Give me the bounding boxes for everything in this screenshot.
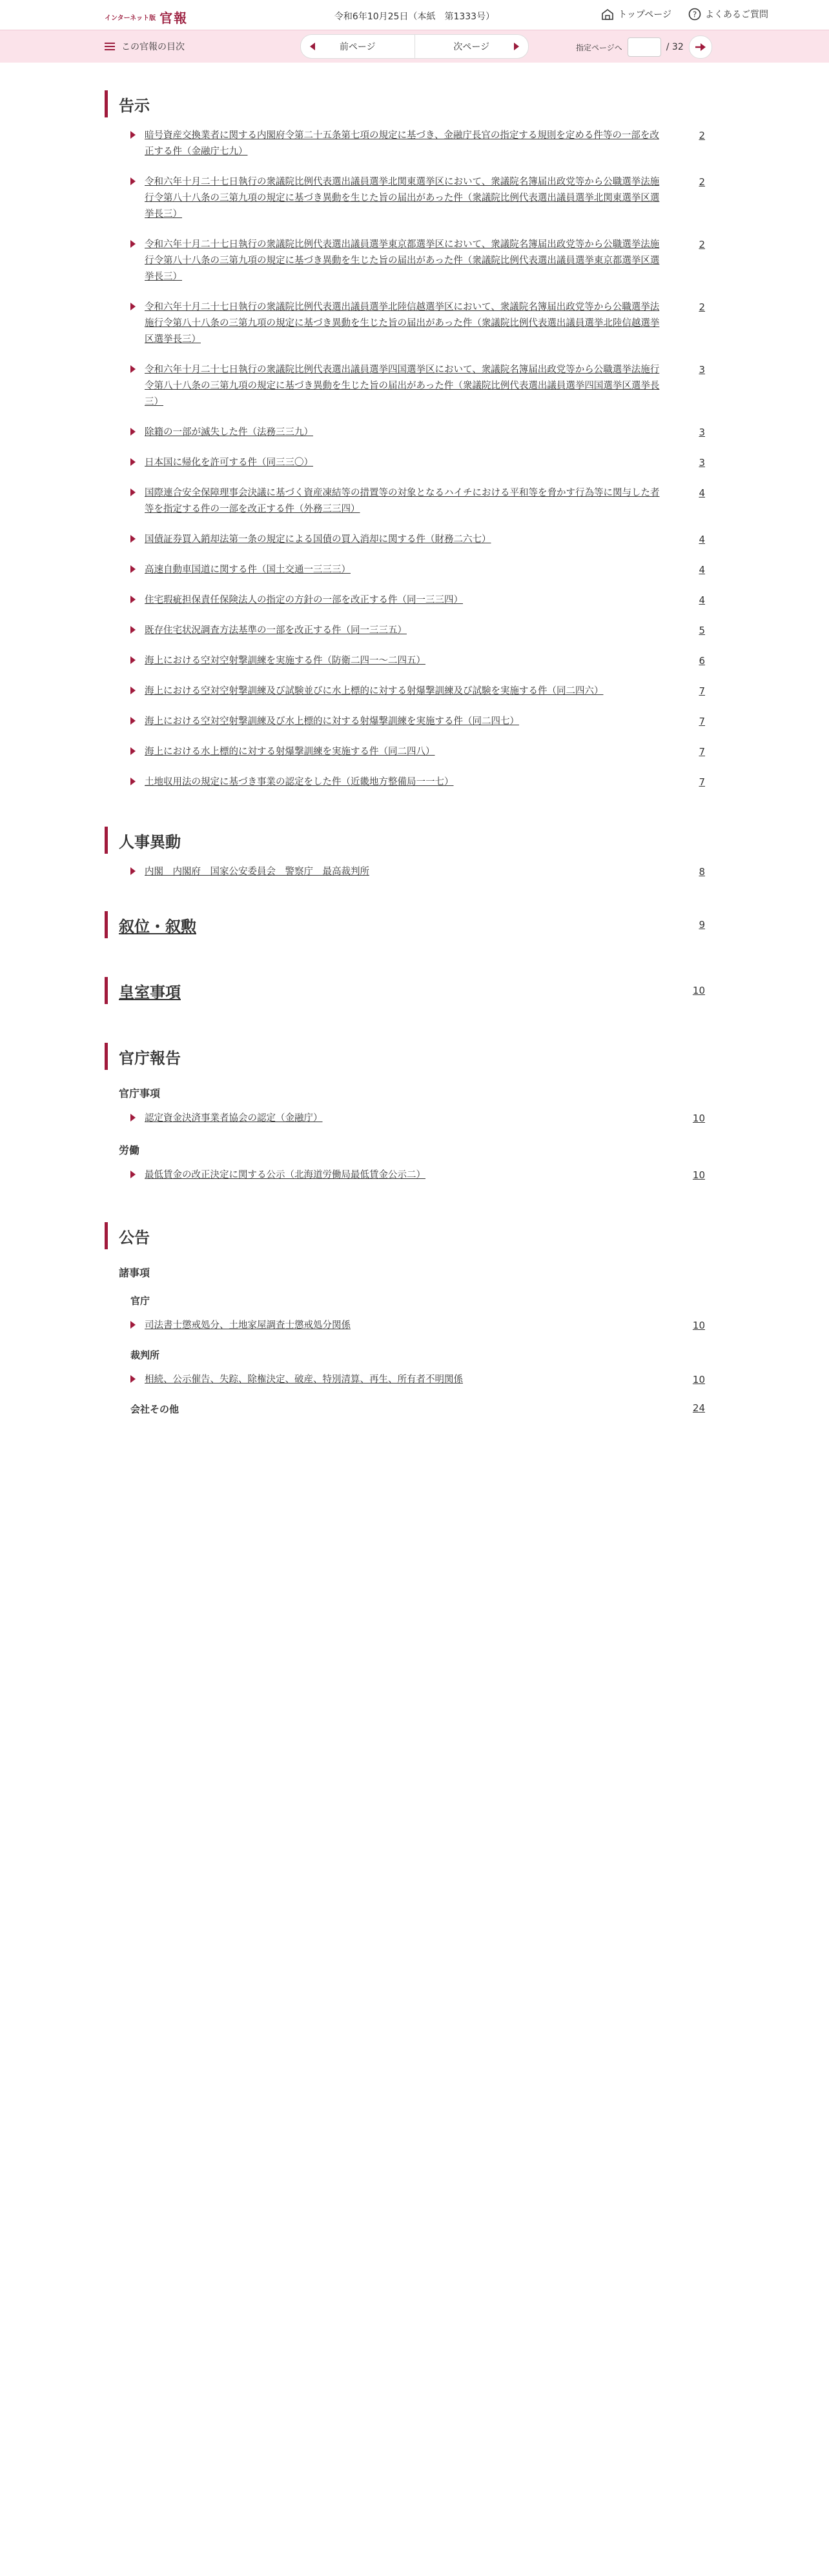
group-title-text: 裁判所 xyxy=(130,1349,160,1361)
page-link[interactable]: 9 xyxy=(699,919,705,931)
arrow-right-icon xyxy=(130,365,136,373)
page-link[interactable]: 2 xyxy=(699,239,705,250)
list-item xyxy=(105,455,705,471)
page-link[interactable]: 10 xyxy=(692,985,705,996)
section-title: 官庁報告 xyxy=(119,1049,181,1067)
page-total: / 32 xyxy=(666,42,684,52)
list-item xyxy=(105,744,705,760)
arrow-right-icon xyxy=(130,867,136,875)
page-link[interactable]: 10 xyxy=(692,1169,705,1181)
arrow-right-icon xyxy=(130,303,136,310)
page-link[interactable]: 3 xyxy=(699,364,705,376)
toc-content xyxy=(105,62,705,1416)
list-item xyxy=(105,1111,705,1127)
item-link[interactable]: 暗号資産交換業者に関する内閣府令第二十五条第七項の規定に基づき、金融庁長官の指定する規則を定める件等の一部を改正する件（金融庁七九） xyxy=(145,130,659,157)
go-page-button[interactable] xyxy=(689,35,712,59)
section-title-link[interactable]: 皇室事項 xyxy=(119,983,181,1001)
list-item xyxy=(105,485,705,518)
section-jokun xyxy=(105,911,705,938)
page-link[interactable]: 4 xyxy=(699,534,705,545)
section-kokuji xyxy=(105,90,705,790)
arrow-right-icon xyxy=(130,488,136,496)
kokoku-list-2 xyxy=(105,1362,705,1388)
site-logo[interactable] xyxy=(105,8,188,26)
kancho-list-1 xyxy=(105,1100,705,1127)
kokuji-list xyxy=(105,117,705,790)
page-link[interactable]: 4 xyxy=(699,564,705,576)
menu-icon xyxy=(105,43,115,50)
faq-link[interactable] xyxy=(688,8,768,21)
page-link[interactable]: 7 xyxy=(699,746,705,758)
arrow-right-icon xyxy=(130,778,136,785)
arrow-right-icon xyxy=(130,687,136,694)
list-item xyxy=(105,774,705,790)
top-page-link[interactable] xyxy=(601,8,671,21)
list-item xyxy=(105,237,705,285)
item-link[interactable]: 内閣 内閣府 国家公安委員会 警察庁 最高裁判所 xyxy=(145,867,369,877)
item-link[interactable]: 海上における水上標的に対する射爆撃訓練を実施する件（同二四八） xyxy=(145,747,435,757)
arrow-right-icon xyxy=(130,1171,136,1178)
arrow-right-icon xyxy=(130,535,136,543)
page-link[interactable]: 4 xyxy=(699,594,705,606)
item-link[interactable]: 最低賃金の改正決定に関する公示（北海道労働局最低賃金公示二） xyxy=(145,1170,425,1180)
list-item xyxy=(105,683,705,699)
arrow-right-icon xyxy=(130,717,136,725)
next-page-button[interactable] xyxy=(414,35,529,58)
page-link[interactable]: 8 xyxy=(699,866,705,878)
list-item xyxy=(105,562,705,578)
section-header xyxy=(105,1222,705,1249)
group-title xyxy=(130,1294,705,1307)
logo-title: 官報 xyxy=(159,10,189,26)
page-nav-bar xyxy=(0,30,829,63)
header-links xyxy=(601,8,768,21)
group-title xyxy=(130,1348,705,1362)
arrow-right-icon xyxy=(130,656,136,664)
arrow-left-icon xyxy=(310,43,315,50)
arrow-right-icon xyxy=(130,177,136,185)
list-item xyxy=(105,864,705,880)
group-title-text: 官庁 xyxy=(130,1295,150,1307)
page-link[interactable]: 4 xyxy=(699,487,705,499)
subsection-title: 官庁事項 xyxy=(119,1087,161,1100)
section-header xyxy=(105,911,705,938)
arrow-right-icon xyxy=(130,626,136,634)
page-link[interactable]: 24 xyxy=(692,1402,705,1414)
pager xyxy=(300,34,529,59)
list-item xyxy=(105,128,705,160)
item-link[interactable]: 日本国に帰化を許可する件（同三三〇） xyxy=(145,458,313,468)
list-item xyxy=(105,532,705,548)
item-link[interactable]: 令和六年十月二十七日執行の衆議院比例代表選出議員選挙東京都選挙区において、衆議院名簿届出政党等から公職選挙法施行令第八十八条の三第九項の規定に基づき異動を生じた旨の届出があった件（衆議院比例代表選出議員選挙東京都選挙区選挙長三） xyxy=(145,239,660,282)
page-link[interactable]: 7 xyxy=(699,685,705,697)
list-item xyxy=(105,1372,705,1388)
arrow-right-icon xyxy=(130,428,136,436)
section-title: 公告 xyxy=(119,1228,150,1247)
arrow-right-icon xyxy=(130,565,136,573)
list-item xyxy=(105,1318,705,1334)
section-header xyxy=(105,827,705,854)
arrow-right-icon xyxy=(514,43,519,50)
arrow-right-icon xyxy=(130,747,136,755)
item-link[interactable]: 認定資金決済事業者協会の認定（金融庁） xyxy=(145,1113,323,1123)
faq-label: よくあるご質問 xyxy=(705,10,768,20)
page-link[interactable]: 2 xyxy=(699,301,705,313)
arrow-right-icon xyxy=(130,1114,136,1122)
list-item xyxy=(105,425,705,441)
list-item xyxy=(105,714,705,730)
group-title-text: 会社その他 xyxy=(130,1404,179,1415)
item-link[interactable]: 国際連合安全保障理事会決議に基づく資産凍結等の措置等の対象となるハイチにおける平和等を脅かす行為等に関与した者等を指定する件の一部を改正する件（外務三三四） xyxy=(145,488,660,514)
item-link[interactable]: 海上における空対空射撃訓練を実施する件（防衛二四一〜二四五） xyxy=(145,656,425,666)
item-link[interactable]: 高速自動車国道に関する件（国土交通一三三三） xyxy=(145,565,351,575)
section-title: 告示 xyxy=(119,96,150,115)
question-icon xyxy=(688,8,701,21)
page-link[interactable]: 2 xyxy=(699,130,705,141)
section-jinji xyxy=(105,827,705,880)
page-link[interactable]: 3 xyxy=(699,457,705,468)
list-item xyxy=(105,299,705,348)
page-link[interactable]: 10 xyxy=(692,1112,705,1124)
list-item xyxy=(105,174,705,223)
kokoku-list-1 xyxy=(105,1307,705,1334)
svg-text:?: ? xyxy=(692,10,697,19)
arrow-right-icon xyxy=(130,596,136,603)
item-link[interactable]: 令和六年十月二十七日執行の衆議院比例代表選出議員選挙四国選挙区において、衆議院名簿届出政党等から公職選挙法施行令第八十八条の三第九項の規定に基づき異動を生じた旨の届出があった件（衆議院比例代表選出議員選挙四国選挙区選挙長三） xyxy=(145,365,660,407)
arrow-go-icon xyxy=(695,43,706,52)
item-link[interactable]: 令和六年十月二十七日執行の衆議院比例代表選出議員選挙北関東選挙区において、衆議院名簿届出政党等から公職選挙法施行令第八十八条の三第九項の規定に基づき異動を生じた旨の届出があった件（衆議院比例代表選出議員選挙北関東選挙区選挙長三） xyxy=(145,177,660,219)
list-item xyxy=(105,653,705,669)
page-number-input[interactable] xyxy=(628,37,661,57)
item-link[interactable]: 令和六年十月二十七日執行の衆議院比例代表選出議員選挙北陸信越選挙区において、衆議院名簿届出政党等から公職選挙法施行令第八十八条の三第九項の規定に基づき異動を生じた旨の届出があった件（衆議院比例代表選出議員選挙北陸信越選挙区選挙長三） xyxy=(145,302,660,345)
prev-page-label: 前ページ xyxy=(339,42,376,52)
list-item xyxy=(105,592,705,609)
arrow-right-icon xyxy=(130,131,136,139)
top-page-label: トップページ xyxy=(618,10,671,20)
section-header xyxy=(105,1043,705,1070)
page-link[interactable]: 3 xyxy=(699,427,705,438)
page-jump xyxy=(576,35,712,59)
section-koshitsu xyxy=(105,977,705,1004)
subsection-title: 労働 xyxy=(119,1144,140,1156)
section-title: 人事異動 xyxy=(119,832,181,851)
kancho-list-2 xyxy=(105,1157,705,1183)
next-page-label: 次ページ xyxy=(453,42,490,52)
arrow-right-icon xyxy=(130,240,136,248)
item-link[interactable]: 除籍の一部が滅失した件（法務三三九） xyxy=(145,427,313,438)
item-link[interactable]: 国債証券買入銷却法第一条の規定による国債の買入消却に関する件（財務二六七） xyxy=(145,534,491,545)
toc-label: この官報の目次 xyxy=(121,42,185,52)
issue-date: 令和6年10月25日（本紙 第1333号） xyxy=(334,12,495,22)
page-link[interactable]: 2 xyxy=(699,176,705,188)
page-jump-label: 指定ページへ xyxy=(576,43,622,52)
arrow-right-icon xyxy=(130,1321,136,1329)
page-link[interactable]: 7 xyxy=(699,716,705,727)
item-link[interactable]: 相続、公示催告、失踪、除権決定、破産、特別清算、再生、所有者不明関係 xyxy=(145,1374,463,1385)
logo-subtitle: インターネット版 xyxy=(105,15,156,22)
home-icon xyxy=(601,8,614,21)
section-header xyxy=(105,90,705,117)
item-link[interactable]: 海上における空対空射撃訓練及び水上標的に対する射爆撃訓練を実施する件（同二四七） xyxy=(145,716,519,727)
section-header xyxy=(105,977,705,1004)
item-link[interactable]: 既存住宅状況調査方法基準の一部を改正する件（同一三三五） xyxy=(145,625,407,636)
list-item xyxy=(105,623,705,639)
page-link[interactable]: 6 xyxy=(699,655,705,667)
page-link[interactable]: 5 xyxy=(699,625,705,636)
item-link[interactable]: 海上における空対空射撃訓練及び試験並びに水上標的に対する射爆撃訓練及び試験を実施する件（同二四六） xyxy=(145,686,604,696)
subsection-title: 諸事項 xyxy=(119,1267,150,1279)
section-kokoku xyxy=(105,1222,705,1416)
list-item xyxy=(105,362,705,410)
list-item xyxy=(105,1167,705,1183)
page-link[interactable]: 7 xyxy=(699,776,705,788)
jinji-list xyxy=(105,854,705,880)
page-link[interactable]: 10 xyxy=(692,1374,705,1385)
top-header xyxy=(0,0,829,30)
toc-button[interactable] xyxy=(105,40,185,53)
item-link[interactable]: 司法書士懲戒処分、土地家屋調査士懲戒処分関係 xyxy=(145,1320,351,1331)
section-title-link[interactable]: 叙位・叙勲 xyxy=(119,917,196,936)
page-link[interactable]: 10 xyxy=(692,1320,705,1331)
item-link[interactable]: 住宅瑕疵担保責任保険法人の指定の方針の一部を改正する件（同一三三四） xyxy=(145,595,463,605)
prev-page-button[interactable] xyxy=(301,35,414,58)
arrow-right-icon xyxy=(130,458,136,466)
arrow-right-icon xyxy=(130,1375,136,1383)
section-kancho xyxy=(105,1043,705,1183)
group-title xyxy=(130,1402,705,1416)
item-link[interactable]: 土地収用法の規定に基づき事業の認定をした件（近畿地方整備局一一七） xyxy=(145,777,454,787)
